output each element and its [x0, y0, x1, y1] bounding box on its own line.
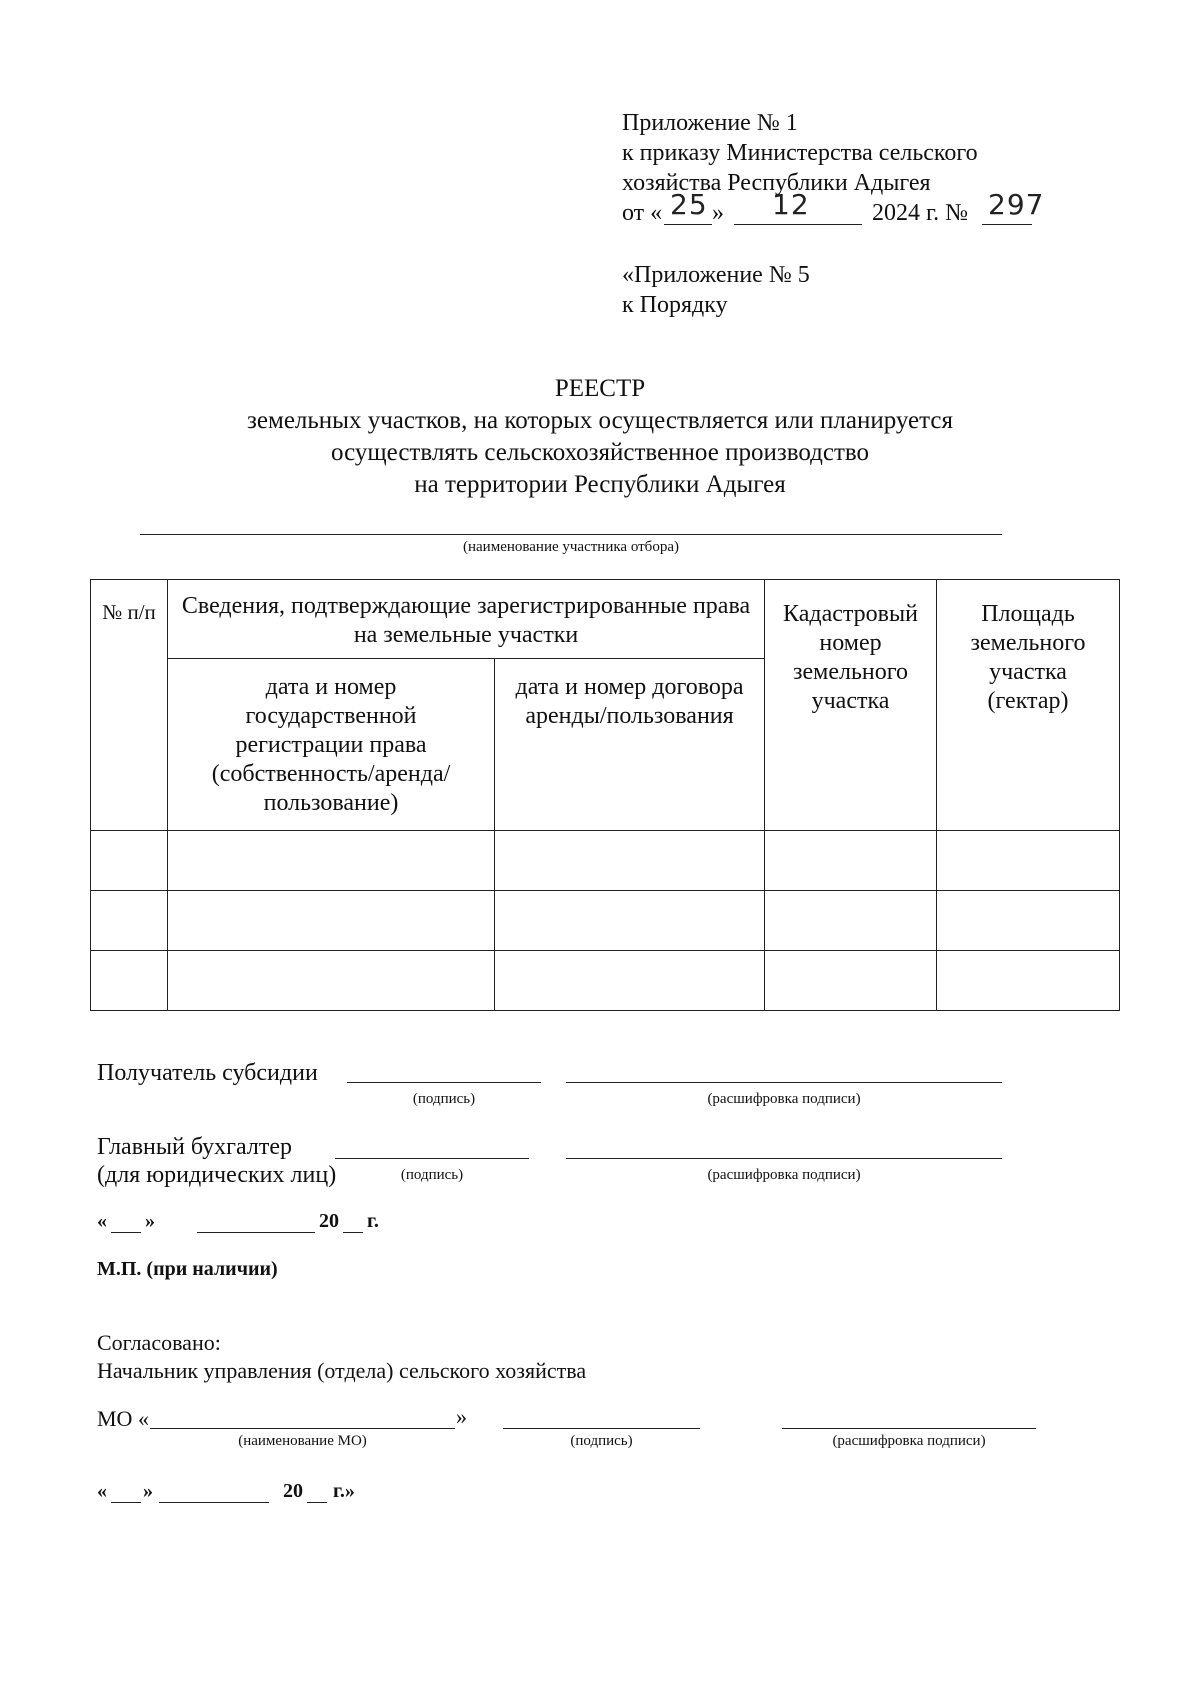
table-cell[interactable] — [168, 951, 495, 1011]
date2-day-blank[interactable] — [111, 1502, 141, 1503]
table-cell[interactable] — [495, 891, 765, 951]
table-cell[interactable] — [168, 831, 495, 891]
handwritten-month: 12 — [772, 188, 810, 221]
recipient-decode-caption: (расшифровка подписи) — [707, 1091, 861, 1107]
table-cell[interactable] — [937, 831, 1120, 891]
agreed-label: Согласовано: — [97, 1330, 221, 1355]
table-cell[interactable] — [495, 951, 765, 1011]
annex-line-2: к Порядку — [622, 292, 728, 318]
number-underline — [982, 224, 1032, 225]
header-num: № п/п — [91, 580, 168, 831]
agreement-signature-line[interactable] — [503, 1428, 700, 1429]
approval-line-3: хозяйства Республики Адыгея — [622, 170, 931, 196]
handwritten-day: 25 — [670, 188, 708, 221]
title-sub-3: на территории Республики Адыгея — [414, 471, 786, 498]
stamp-label: М.П. (при наличии) — [97, 1258, 278, 1280]
header-area: Площадь земельного участка (гектар) — [937, 580, 1120, 831]
date2-year-blank[interactable] — [307, 1502, 327, 1503]
recipient-decode-line[interactable] — [566, 1082, 1002, 1083]
table-cell[interactable] — [937, 891, 1120, 951]
approval-header — [622, 108, 1142, 230]
table-row — [91, 951, 1120, 1011]
date1-month-blank[interactable] — [197, 1232, 315, 1233]
agreement-decode-caption: (расшифровка подписи) — [832, 1433, 986, 1449]
approval-line-2: к приказу Министерства сельского — [622, 140, 978, 166]
day-underline — [664, 224, 712, 225]
date1-day-blank[interactable] — [111, 1232, 141, 1233]
mo-prefix: МО « — [97, 1406, 149, 1431]
recipient-signature-line[interactable] — [347, 1082, 541, 1083]
title-main: РЕЕСТР — [554, 375, 646, 402]
table-cell[interactable] — [91, 891, 168, 951]
agreement-signature-caption: (подпись) — [570, 1433, 633, 1449]
table-cell[interactable] — [765, 891, 937, 951]
approval-line-1: Приложение № 1 — [622, 110, 798, 136]
table-cell[interactable] — [168, 891, 495, 951]
header-cadastral: Кадастровый номер земельного участка — [765, 580, 937, 831]
header-rights-registration: дата и номер государственной регистрации права (собственность/аренда/ пользование) — [168, 659, 495, 831]
date-day-suffix: » — [712, 200, 724, 226]
annex-line-1: «Приложение № 5 — [622, 262, 810, 288]
date-year-text: 2024 г. № — [872, 200, 969, 226]
title-sub-1: земельных участков, на которых осуществляется или планируется — [247, 407, 953, 434]
date1-year-blank[interactable] — [343, 1232, 363, 1233]
table-cell[interactable] — [765, 831, 937, 891]
date2-month-blank[interactable] — [159, 1502, 269, 1503]
date-line-1: « » 20 г. — [97, 1210, 379, 1232]
head-label: Начальник управления (отдела) сельского хозяйства — [97, 1358, 587, 1383]
header-rights: Сведения, подтверждающие зарегистрированные права на земельные участки — [168, 580, 765, 659]
accountant-signature-line[interactable] — [335, 1158, 529, 1159]
header-rights-contract: дата и номер договора аренды/пользования — [495, 659, 765, 831]
table-row — [91, 831, 1120, 891]
table-cell[interactable] — [937, 951, 1120, 1011]
table-cell[interactable] — [91, 951, 168, 1011]
accountant-decode-caption: (расшифровка подписи) — [707, 1167, 861, 1183]
mo-suffix: » — [456, 1404, 467, 1429]
participant-name-line — [140, 534, 1002, 535]
accountant-signature-caption: (подпись) — [400, 1167, 464, 1183]
accountant-decode-line[interactable] — [566, 1158, 1002, 1159]
table-row — [91, 891, 1120, 951]
month-underline — [734, 224, 862, 225]
accountant-label-2: (для юридических лиц) — [97, 1162, 337, 1188]
accountant-label-1: Главный бухгалтер — [97, 1134, 292, 1160]
handwritten-number: 297 — [988, 188, 1045, 221]
table-cell[interactable] — [91, 831, 168, 891]
date-prefix: от « — [622, 200, 663, 226]
registry-table — [90, 579, 1120, 1011]
recipient-signature-caption: (подпись) — [412, 1091, 476, 1107]
date-line-2: « » 20 г.» — [97, 1480, 355, 1502]
document-title — [100, 373, 1100, 501]
mo-name-line[interactable] — [150, 1428, 455, 1429]
approval-date-line — [622, 188, 1142, 230]
annex-block — [622, 260, 810, 320]
table-cell[interactable] — [495, 831, 765, 891]
recipient-label: Получатель субсидии — [97, 1060, 318, 1086]
participant-caption: (наименование участника отбора) — [463, 539, 679, 555]
title-sub-2: осуществлять сельскохозяйственное производство — [330, 439, 870, 466]
agreement-decode-line[interactable] — [782, 1428, 1036, 1429]
table-cell[interactable] — [765, 951, 937, 1011]
mo-caption: (наименование МО) — [238, 1433, 367, 1449]
